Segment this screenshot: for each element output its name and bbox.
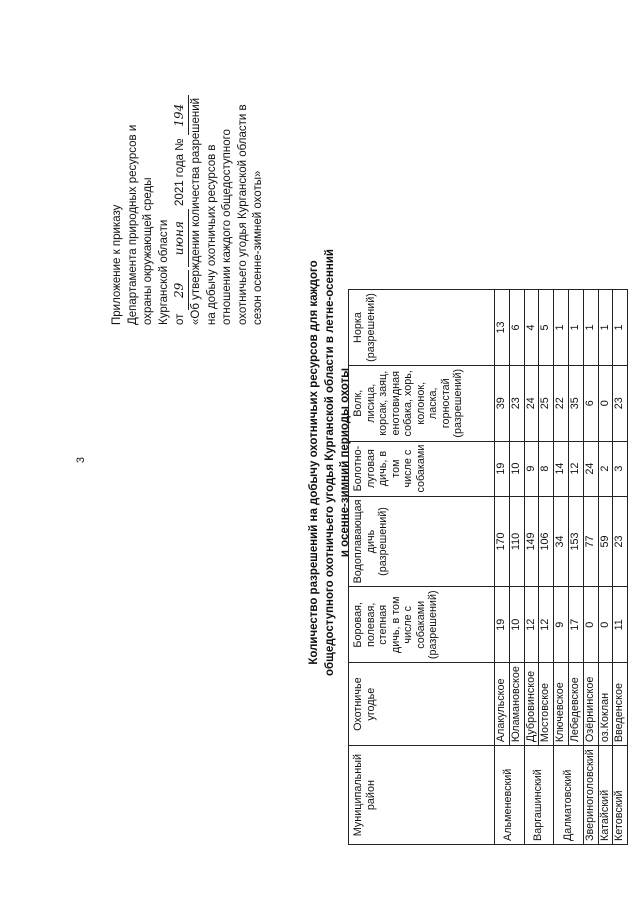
value-cell: 17 — [568, 587, 583, 663]
table-row — [495, 290, 510, 845]
header-district: Муниципальный район — [349, 746, 495, 845]
value-cell: 12 — [524, 587, 539, 663]
title-line: Количество разрешений на добычу охотничьих ресурсов для каждого — [308, 260, 320, 665]
header-waterfowl: Водоплавающая дичь (разрешений) — [349, 496, 495, 587]
value-cell: 1 — [583, 290, 598, 366]
area-cell: Юламановское — [509, 663, 524, 746]
area-cell: Алакульское — [495, 663, 510, 746]
district-cell: Катайский — [598, 746, 613, 845]
title-line: и осенне-зимний периоды охоты — [339, 367, 352, 558]
value-cell: 14 — [554, 441, 569, 496]
header-hunting-area: Охотничье угодье — [349, 663, 495, 746]
handwritten-order-number: 194 — [172, 95, 189, 135]
value-cell: 39 — [495, 365, 510, 441]
value-cell: 1 — [554, 290, 569, 366]
handwritten-day: 29 — [172, 270, 189, 310]
appendix-desc: «Об утверждении количества разрешений — [189, 97, 202, 325]
value-cell: 1 — [568, 290, 583, 366]
district-cell: Звериноголовский — [583, 746, 598, 845]
value-cell: 2 — [598, 441, 613, 496]
value-cell: 11 — [613, 587, 628, 663]
value-cell: 59 — [598, 496, 613, 587]
permits-table-wrapper — [348, 289, 628, 845]
value-cell: 24 — [524, 365, 539, 441]
appendix-desc: на добычу охотничьих ресурсов в — [205, 144, 218, 325]
value-cell: 0 — [598, 365, 613, 441]
document-title — [307, 220, 354, 705]
header-marsh-game: Болотно-луговая дичь, в том числе с собаками — [349, 441, 495, 496]
appendix-desc: охотничьего угодья Курганской области в — [236, 104, 249, 325]
page-number: 3 — [75, 456, 88, 464]
header-mink: Норка (разрешений) — [349, 290, 495, 366]
value-cell: 4 — [524, 290, 539, 366]
value-cell: 9 — [524, 441, 539, 496]
value-cell: 13 — [495, 290, 510, 366]
permits-table — [348, 289, 628, 845]
value-cell: 10 — [509, 441, 524, 496]
value-cell: 12 — [568, 441, 583, 496]
title-line: общедоступного охотничьего угодья Курганской области в летне-осенний — [323, 249, 336, 677]
district-cell: Далматовский — [554, 746, 584, 845]
value-cell: 9 — [554, 587, 569, 663]
area-cell: Ключевское — [554, 663, 569, 746]
district-cell: Кетовский — [613, 746, 628, 845]
value-cell: 1 — [598, 290, 613, 366]
value-cell: 6 — [583, 365, 598, 441]
date-prefix: от — [174, 313, 187, 325]
value-cell: 19 — [495, 441, 510, 496]
value-cell: 25 — [539, 365, 554, 441]
value-cell: 23 — [613, 496, 628, 587]
value-cell: 22 — [554, 365, 569, 441]
value-cell: 34 — [554, 496, 569, 587]
value-cell: 5 — [539, 290, 554, 366]
table-row — [598, 290, 613, 845]
area-cell: Дубровинское — [524, 663, 539, 746]
district-cell: Альменевский — [495, 746, 525, 845]
value-cell: 23 — [509, 365, 524, 441]
appendix-line: Приложение к приказу — [111, 204, 123, 325]
area-cell: Озёрнинское — [583, 663, 598, 746]
handwritten-month: июня — [172, 209, 189, 267]
area-cell: Мостовское — [539, 663, 554, 746]
value-cell: 106 — [539, 496, 554, 587]
value-cell: 24 — [583, 441, 598, 496]
appendix-line: охраны окружающей среды — [142, 177, 155, 325]
header-predators: Волк, лисица, корсак, заяц, енотовидная собака, хорь, колонок, ласка, горностай (разрешений) — [349, 365, 495, 441]
area-cell: Лебедевское — [568, 663, 583, 746]
table-header-row — [349, 290, 495, 845]
value-cell: 1 — [613, 290, 628, 366]
table-row — [613, 290, 628, 845]
appendix-line: Курганской области — [157, 219, 170, 325]
appendix-desc: сезон осенне-зимней охоты» — [252, 170, 265, 325]
value-cell: 8 — [539, 441, 554, 496]
value-cell: 0 — [598, 587, 613, 663]
value-cell: 110 — [509, 496, 524, 587]
area-cell: оз.Коклан — [598, 663, 613, 746]
value-cell: 6 — [509, 290, 524, 366]
district-cell: Варгашинский — [524, 746, 554, 845]
value-cell: 0 — [583, 587, 598, 663]
value-cell: 170 — [495, 496, 510, 587]
table-row — [583, 290, 598, 845]
value-cell: 153 — [568, 496, 583, 587]
value-cell: 149 — [524, 496, 539, 587]
date-year-text: 2021 года № — [174, 138, 187, 206]
appendix-desc: отношении каждого общедоступного — [221, 129, 234, 325]
table-row — [524, 290, 539, 845]
value-cell: 23 — [613, 365, 628, 441]
value-cell: 3 — [613, 441, 628, 496]
header-upland-game: Боровая, полевая, степная дичь, в том числе с собаками (разрешений) — [349, 587, 495, 663]
value-cell: 77 — [583, 496, 598, 587]
appendix-line: Департамента природных ресурсов и — [126, 124, 139, 325]
value-cell: 12 — [539, 587, 554, 663]
table-row — [554, 290, 569, 845]
appendix-header — [110, 20, 267, 325]
value-cell: 35 — [568, 365, 583, 441]
appendix-date-line — [172, 20, 189, 325]
value-cell: 10 — [509, 587, 524, 663]
area-cell: Введенское — [613, 663, 628, 746]
value-cell: 19 — [495, 587, 510, 663]
